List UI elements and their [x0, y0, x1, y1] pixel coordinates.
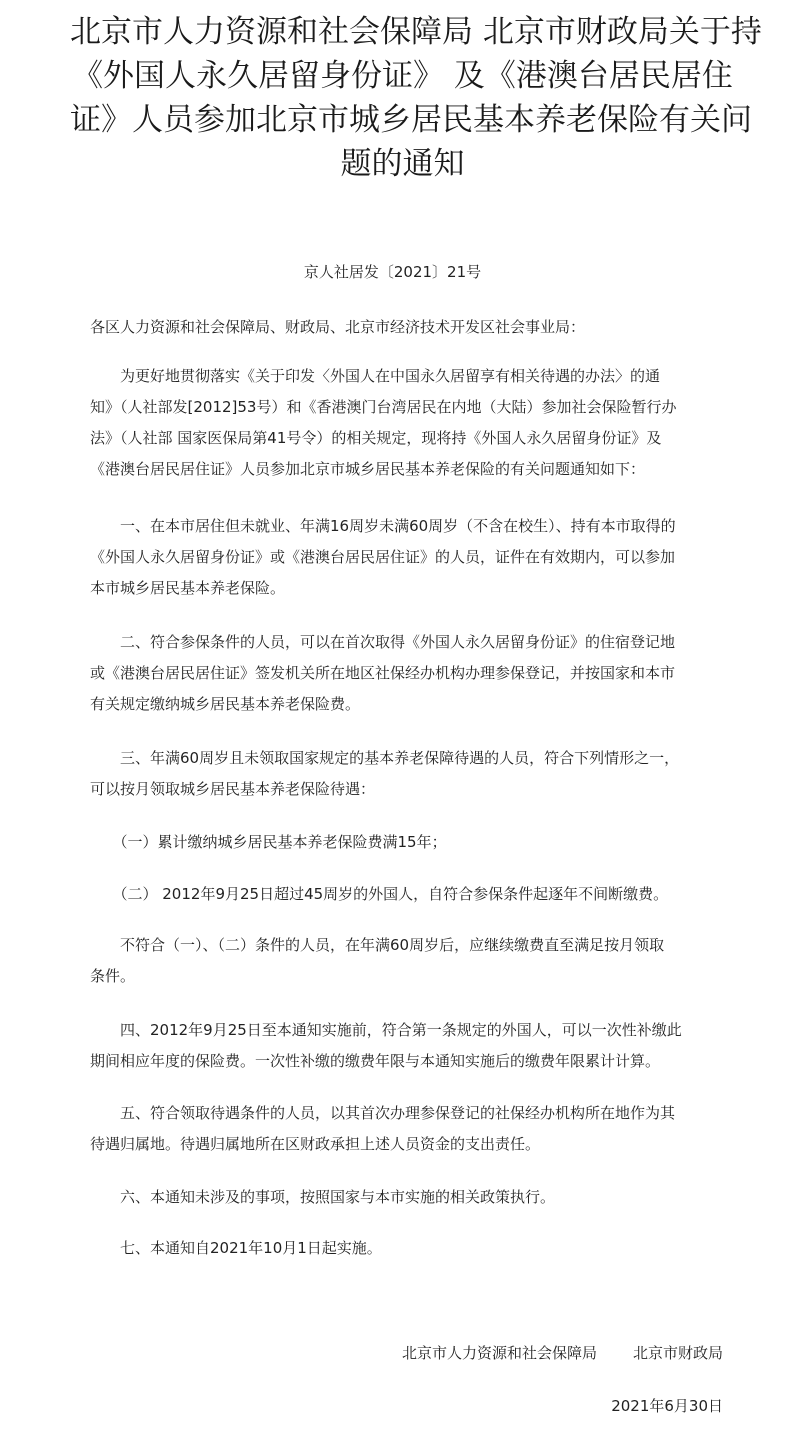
item-4-line: 期间相应年度的保险费。一次性补缴的缴费年限与本通知实施后的缴费年限累计计算。 [90, 1052, 661, 1070]
condition-2-line: （二） 2012年9月25日超过45周岁的外国人，自符合参保条件起逐年不间断缴费。 [90, 885, 669, 903]
title-line: 题的通知 [340, 146, 465, 182]
item-3-note [90, 930, 730, 992]
item-3-line: 可以按月领取城乡居民基本养老保险待遇： [90, 780, 376, 798]
signatory-hrss-bureau: 北京市人力资源和社会保障局 [401, 1344, 597, 1362]
note-line: 不符合（一）、（二）条件的人员，在年满60周岁后，应继续缴费直至满足按月领取 [90, 936, 665, 954]
item-1-paragraph [90, 511, 730, 604]
signatories [402, 1343, 723, 1363]
item-1-line: 《外国人永久居留身份证》或《港澳台居民居住证》的人员，证件在有效期内，可以参加 [90, 548, 676, 566]
addressee [90, 312, 730, 343]
intro-line: 法》（人社部 国家医保局第41号令）的相关规定，现将持《外国人永久居留身份证》及 [90, 429, 662, 447]
intro-line: 为更好地贯彻落实《关于印发〈外国人在中国永久居留享有相关待遇的办法〉的通 [90, 367, 661, 385]
item-7-paragraph [90, 1233, 730, 1264]
title-line: 证》人员参加北京市城乡居民基本养老保险有关问 [70, 102, 752, 138]
document-number: 京人社居发〔2021〕21号 [303, 263, 482, 281]
document-title [70, 10, 762, 186]
item-1-line: 本市城乡居民基本养老保险。 [90, 579, 286, 597]
item-7-line: 七、本通知自2021年10月1日起实施。 [90, 1239, 382, 1257]
item-4-paragraph [90, 1015, 730, 1077]
intro-line: 《港澳台居民居住证》人员参加北京市城乡居民基本养老保险的有关问题通知如下： [90, 460, 646, 478]
note-line: 条件。 [90, 967, 136, 985]
intro-paragraph [90, 361, 730, 485]
item-3-paragraph [90, 743, 730, 805]
item-2-paragraph [90, 627, 730, 720]
item-5-paragraph [90, 1098, 730, 1160]
item-2-line: 或《港澳台居民居住证》签发机关所在地区社保经办机构办理参保登记，并按国家和本市 [90, 664, 676, 682]
item-2-line: 二、符合参保条件的人员，可以在首次取得《外国人永久居留身份证》的住宿登记地 [90, 633, 676, 651]
title-line: 《外国人永久居留身份证》 及《港澳台居民居住 [72, 58, 733, 94]
item-3-condition-2 [90, 879, 730, 910]
item-6-paragraph [90, 1182, 730, 1213]
condition-1-line: （一）累计缴纳城乡居民基本养老保险费满15年； [90, 833, 447, 851]
item-3-condition-1 [90, 827, 730, 858]
item-3-line: 三、年满60周岁且未领取国家规定的基本养老保障待遇的人员，符合下列情形之一， [90, 749, 680, 767]
signatory-finance-bureau: 北京市财政局 [632, 1344, 723, 1362]
addressee-line: 各区人力资源和社会保障局、财政局、北京市经济技术开发区社会事业局： [90, 318, 586, 336]
item-5-line: 待遇归属地。待遇归属地所在区财政承担上述人员资金的支出责任。 [90, 1135, 541, 1153]
item-5-line: 五、符合领取待遇条件的人员，以其首次办理参保登记的社保经办机构所在地作为其 [90, 1104, 676, 1122]
issue-date: 2021年6月30日 [611, 1397, 723, 1415]
item-6-line: 六、本通知未涉及的事项，按照国家与本市实施的相关政策执行。 [90, 1188, 556, 1206]
intro-line: 知》（人社部发[2012]53号）和《香港澳门台湾居民在内地（大陆）参加社会保险暂行办 [90, 398, 677, 416]
item-4-line: 四、2012年9月25日至本通知实施前，符合第一条规定的外国人，可以一次性补缴此 [90, 1021, 682, 1039]
title-line: 北京市人力资源和社会保障局 北京市财政局关于持 [70, 14, 762, 50]
item-1-line: 一、在本市居住但未就业、年满16周岁未满60周岁（不含在校生）、持有本市取得的 [90, 517, 676, 535]
item-2-line: 有关规定缴纳城乡居民基本养老保险费。 [90, 695, 361, 713]
